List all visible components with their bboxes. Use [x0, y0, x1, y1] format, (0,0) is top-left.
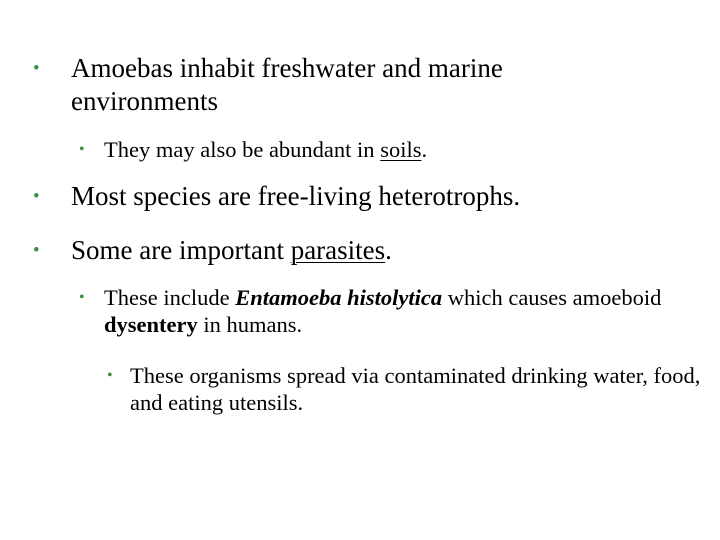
disease-name: dysentery — [104, 312, 198, 338]
bullet-soils — [79, 136, 664, 163]
bullet-text: Some are important — [71, 235, 291, 265]
bullet-icon: • — [79, 141, 85, 158]
bullet-text-middle: which causes amoeboid — [442, 285, 662, 310]
bullet-spread — [107, 362, 710, 417]
bullet-text: Amoebas inhabit freshwater and marine environments — [71, 53, 503, 116]
bullet-text: These organisms spread via contaminated drinking water, food, and eating utensils. — [130, 363, 701, 416]
bullet-icon: • — [33, 240, 40, 261]
bullet-text: Most species are free-living heterotrophs. — [71, 181, 521, 211]
bullet-text-end: in humans. — [197, 312, 303, 338]
parasites-link[interactable]: parasites — [290, 235, 386, 265]
bullet-text-end: . — [385, 235, 392, 265]
bullet-icon: • — [107, 367, 113, 384]
bullet-icon: • — [79, 289, 85, 306]
bullet-icon: • — [33, 58, 40, 79]
soils-link[interactable]: soils — [380, 137, 422, 162]
bullet-parasites — [33, 234, 691, 267]
bullet-text: They may also be abundant in — [104, 137, 381, 162]
species-name: Entamoeba histolytica — [235, 285, 443, 310]
bullet-entamoeba — [79, 284, 694, 339]
bullet-icon: • — [33, 186, 40, 207]
bullet-amoebas-habitat — [33, 52, 631, 118]
bullet-free-living — [33, 180, 691, 213]
bullet-text: These include — [104, 285, 236, 310]
bullet-text-end: . — [421, 137, 428, 162]
